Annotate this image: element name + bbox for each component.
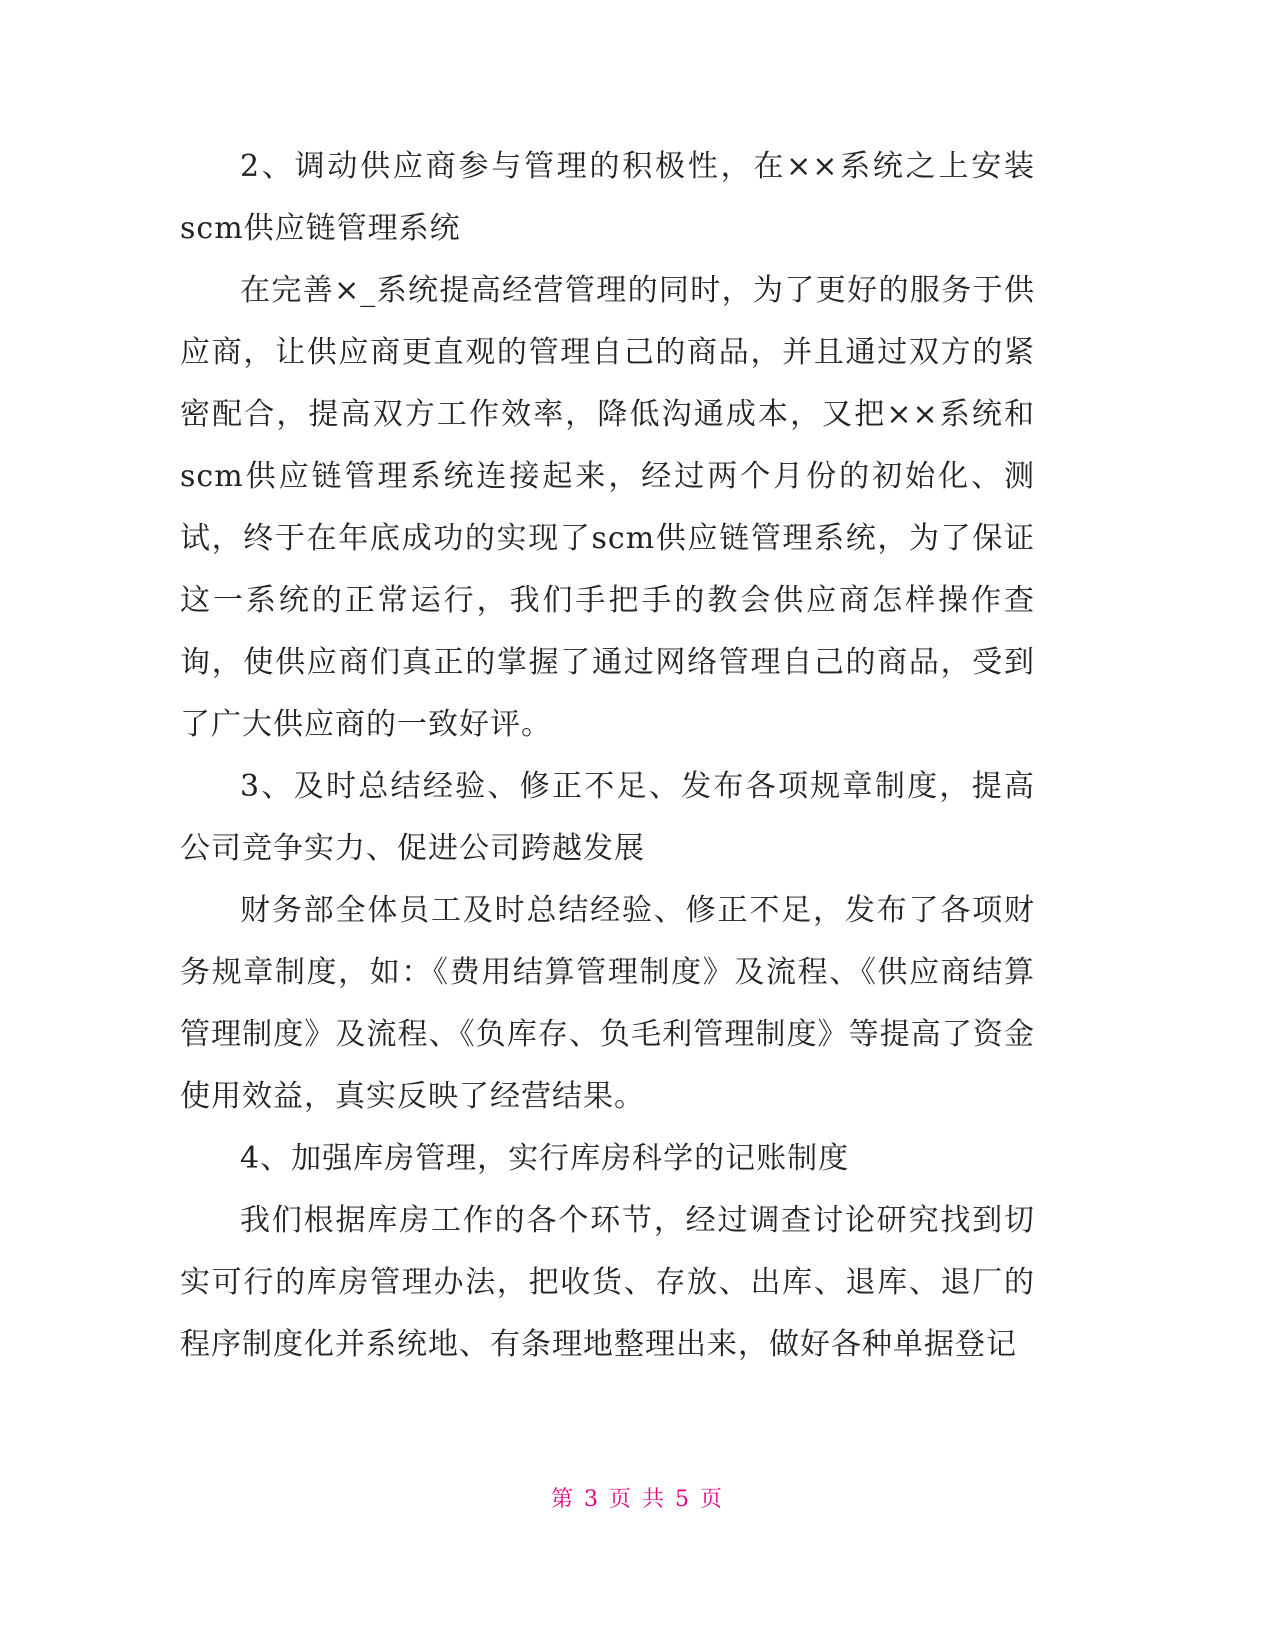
page-number-footer: 第 3 页 共 5 页 (551, 1487, 724, 1512)
body-paragraph-warehouse: 我们根据库房工作的各个环节，经过调查讨论研究找到切实可行的库房管理办法，把收货、存放、出库、退库、退厂的程序制度化并系统地、有条理地整理出来，做好各种单据登记 (180, 1203, 1035, 1362)
body-paragraph-finance: 财务部全体员工及时总结经验、修正不足，发布了各项财务规章制度，如：《费用结算管理制度》及流程、《供应商结算管理制度》及流程、《负库存、负毛利管理制度》等提高了资金使用效益，真实反映了经营结果。 (180, 893, 1035, 1114)
heading-item-4: 4、加强库房管理，实行库房科学的记账制度 (240, 1141, 850, 1176)
body-paragraph-scm: 在完善×_系统提高经营管理的同时，为了更好的服务于供应商，让供应商更直观的管理自己的商品，并且通过双方的紧密配合，提高双方工作效率，降低沟通成本，又把××系统和scm供应链管理系统连接起来，经过两个月份的初始化、测试，终于在年底成功的实现了scm供应链管理系统，为了保证这一系统的正常运行，我们手把手的教会供应商怎样操作查询，使供应商们真正的掌握了通过网络管理自己的商品，受到了广大供应商的一致好评。 (180, 273, 1035, 742)
heading-item-3: 3、及时总结经验、修正不足、发布各项规章制度，提高公司竞争实力、促进公司跨越发展 (180, 769, 1035, 866)
page-body (180, 136, 1035, 1376)
heading-item-2: 2、调动供应商参与管理的积极性，在××系统之上安装scm供应链管理系统 (180, 149, 1035, 246)
